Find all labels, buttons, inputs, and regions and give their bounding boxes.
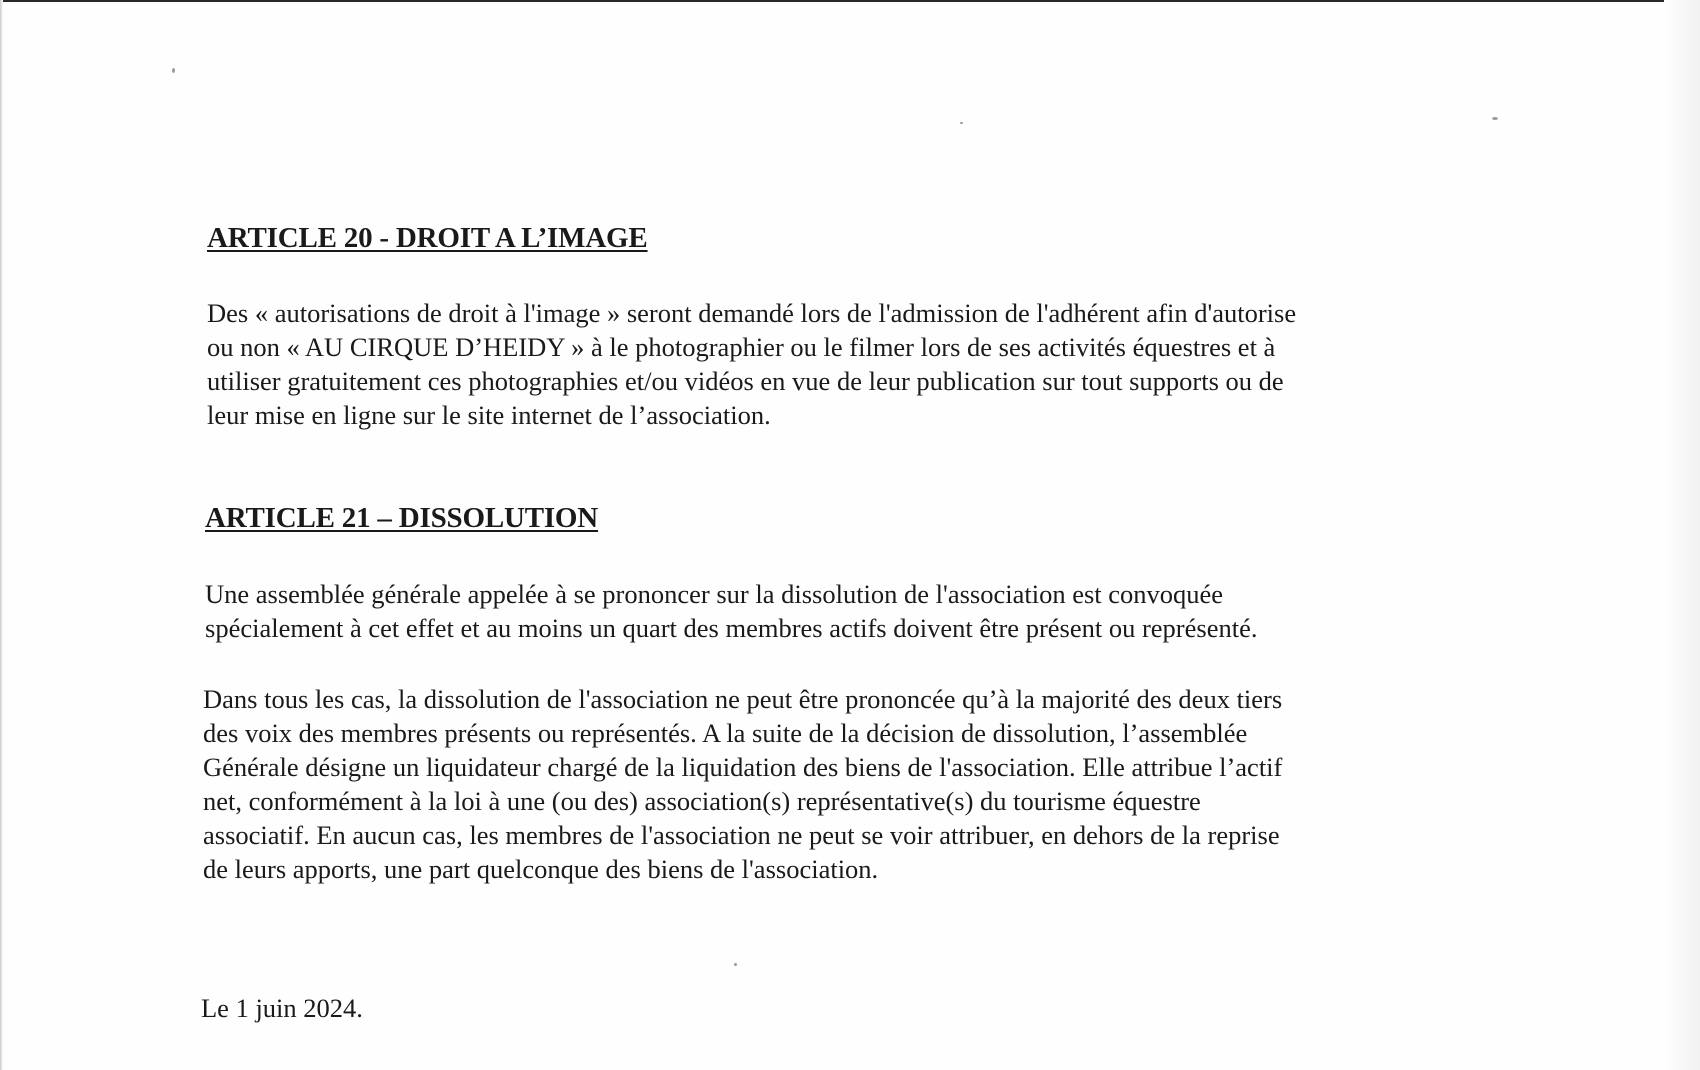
article-20-heading: ARTICLE 20 - DROIT A L’IMAGE xyxy=(207,222,648,254)
document-date: Le 1 juin 2024. xyxy=(201,993,363,1023)
article-20-line-4: leur mise en ligne sur le site internet de l’association. xyxy=(207,400,771,430)
scan-edge-top xyxy=(0,0,1700,2)
article-21-p2-line-4: net, conformément à la loi à une (ou des) association(s) représentative(s) du tourisme équestre xyxy=(203,786,1201,816)
article-21-p2-line-2: des voix des membres présents ou représentés. A la suite de la décision de dissolution, l’assemblée xyxy=(203,718,1248,748)
article-21-heading: ARTICLE 21 – DISSOLUTION xyxy=(205,502,599,534)
scan-speck xyxy=(960,122,963,124)
article-21-p2-line-5: associatif. En aucun cas, les membres de l'association ne peut se voir attribuer, en dehors de la reprise xyxy=(203,820,1280,850)
article-21-p2-line-1: Dans tous les cas, la dissolution de l'association ne peut être prononcée qu’à la majorité des deux tiers xyxy=(203,684,1283,714)
scan-speck xyxy=(1492,117,1498,120)
article-21-paragraph-2 xyxy=(203,682,1282,886)
article-21-p1-line-1: Une assemblée générale appelée à se prononcer sur la dissolution de l'association est convoquée xyxy=(205,579,1224,609)
article-20-line-1: Des « autorisations de droit à l'image » seront demandé lors de l'admission de l'adhérent afin d'autorise xyxy=(207,298,1297,328)
article-20-line-3: utiliser gratuitement ces photographies et/ou vidéos en vue de leur publication sur tout supports ou de xyxy=(207,366,1284,396)
article-21-p1-line-2: spécialement à cet effet et au moins un quart des membres actifs doivent être présent ou représenté. xyxy=(205,613,1258,643)
article-20-line-2: ou non « AU CIRQUE D’HEIDY » à le photographier ou le filmer lors de ses activités équestres et à xyxy=(207,332,1276,362)
article-20-paragraph xyxy=(207,296,1296,432)
article-21-p2-line-3: Générale désigne un liquidateur chargé de la liquidation des biens de l'association. Elle attribue l’actif xyxy=(203,752,1283,782)
scan-speck xyxy=(734,963,737,966)
scan-edge-left xyxy=(0,0,3,1070)
article-21-paragraph-1 xyxy=(205,577,1257,645)
scan-edge-right xyxy=(1664,0,1700,1070)
scan-speck xyxy=(172,68,175,73)
article-21-p2-line-6: de leurs apports, une part quelconque des biens de l'association. xyxy=(203,854,879,884)
